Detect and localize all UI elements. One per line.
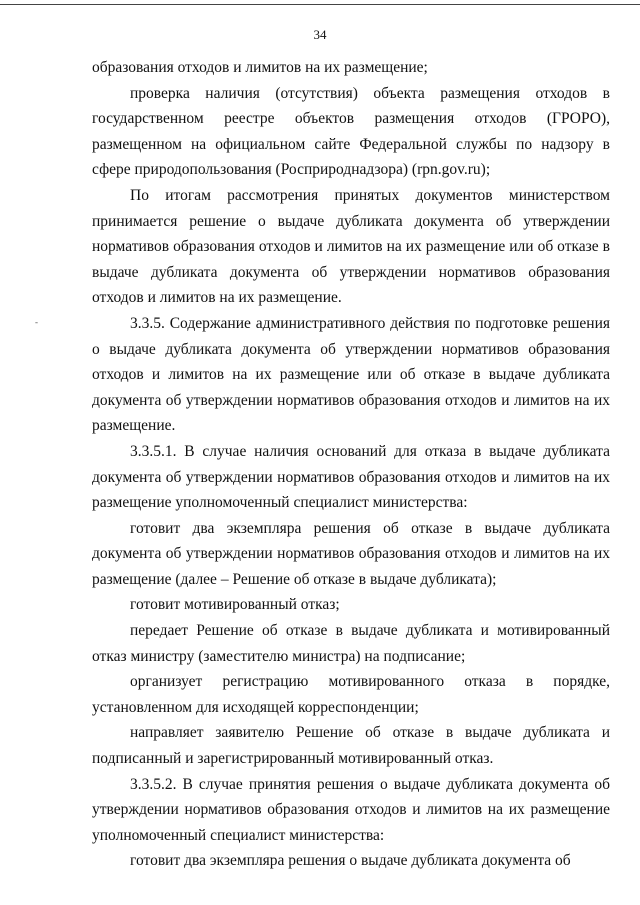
paragraph-3-3-5-1: 3.3.5.1. В случае наличия оснований для отказа в выдаче дубликата документа об утверждении нормативов образования отходов и лимитов на их размещение уполномоченный специалист министерства:: [92, 442, 610, 512]
margin-mark: -: [35, 317, 38, 327]
scan-top-rule: [0, 4, 640, 5]
page-number: 34: [313, 27, 327, 42]
document-body: [92, 55, 610, 874]
paragraph-check-groro: проверка наличия (отсутствия) объекта размещения отходов в государственном реестре объектов размещения отходов (ГРОРО), размещенном на официальном сайте Федеральной службы по надзору в сфере природопользования (Росприроднадзора) (rpn.gov.ru);: [92, 84, 610, 179]
paragraph-3-3-5: 3.3.5. Содержание административного действия по подготовке решения о выдаче дубликата документа об утверждении нормативов образования отходов и лимитов на их размещение или об отказе в выдаче дубликата документа об утверждении нормативов образования отходов и лимитов на их размещение.: [92, 314, 610, 435]
paragraph-submit-for-signature: передает Решение об отказе в выдаче дубликата и мотивированный отказ министру (заместителю министра) на подписание;: [92, 622, 610, 665]
paragraph-registration: организует регистрацию мотивированного отказа в порядке, установленном для исходящей корреспонденции;: [92, 673, 610, 716]
paragraph-prepare-refusal: готовит два экземпляра решения об отказе в выдаче дубликата документа об утверждении нормативов образования отходов и лимитов на их размещение (далее – Решение об отказе в выдаче дубликата);: [92, 519, 610, 588]
paragraph-send-to-applicant: направляет заявителю Решение об отказе в выдаче дубликата и подписанный и зарегистрированный мотивированный отказ.: [92, 724, 610, 768]
paragraph-3-3-5-2: 3.3.5.2. В случае принятия решения о выдаче дубликата документа об утверждении нормативов образования отходов и лимитов на их размещение уполномоченный специалист министерства:: [92, 775, 610, 844]
paragraph-prepare-duplicate: готовит два экземпляра решения о выдаче дубликата документа об: [130, 852, 571, 870]
paragraph-continuation: образования отходов и лимитов на их размещение;: [92, 59, 428, 76]
paragraph-motivated-refusal: готовит мотивированный отказ;: [130, 596, 340, 614]
paragraph-decision-summary: По итогам рассмотрения принятых документов министерством принимается решение о выдаче дубликата документа об утверждении нормативов образования отходов и лимитов на их размещение или об отказе в выдаче дубликата документа об утверждении нормативов образования отходов и лимитов на их размещение.: [92, 186, 610, 307]
